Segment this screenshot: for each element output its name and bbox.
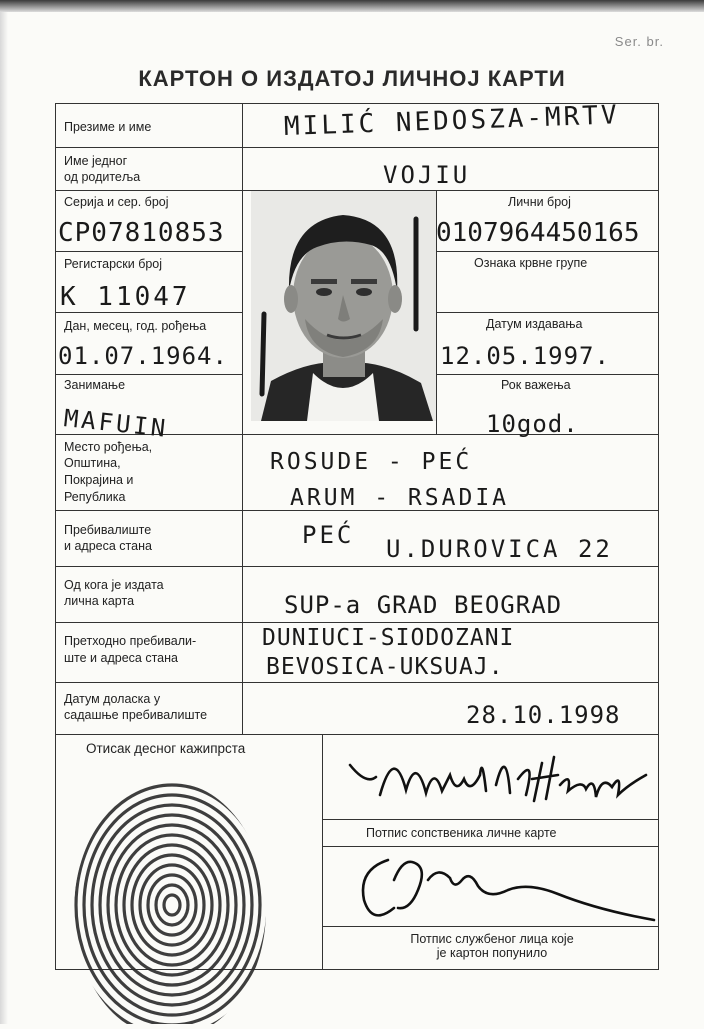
label-surname-name: Презиме и име xyxy=(64,120,152,134)
document-title: КАРТОН О ИЗДАТОЈ ЛИЧНОЈ КАРТИ xyxy=(138,66,566,91)
label-birthplace-4: Република xyxy=(64,490,126,504)
label-fingerprint: Отисак десног кажипрста xyxy=(86,741,246,756)
label-arrival-2: садашње пребивалиште xyxy=(64,708,208,722)
label-official-signature-1: Потпис службеног лица које xyxy=(410,932,574,946)
label-owner-signature: Потпис сопственика личне карте xyxy=(366,826,557,840)
label-arrival-1: Датум доласка у xyxy=(64,692,161,706)
label-prev-residence-1: Претходно пребивали- xyxy=(64,634,197,648)
value-validity: 10god. xyxy=(486,410,579,438)
value-issuer: SUP-a GRAD BEOGRAD xyxy=(284,591,563,619)
label-issuer-2: лична карта xyxy=(64,594,135,608)
label-occupation: Занимање xyxy=(64,378,126,392)
value-reg-number: K 11047 xyxy=(60,282,191,312)
value-issue-date: 12.05.1997. xyxy=(440,342,610,370)
label-id-number: Лични број xyxy=(508,195,571,209)
label-birthplace-3: Покрајина и xyxy=(64,473,134,487)
label-blood-group: Ознака крвне групе xyxy=(474,256,588,270)
owner-signature xyxy=(346,735,658,815)
label-official-signature-2: је картон попунило xyxy=(436,946,548,960)
stamp-mark-right xyxy=(406,214,426,334)
label-issue-date: Датум издавања xyxy=(486,317,583,331)
value-occupation: MAFUIN xyxy=(62,404,170,443)
value-residence-2: U.DUROVICA 22 xyxy=(386,535,613,563)
label-birthplace-1: Место рођења, xyxy=(64,440,153,454)
value-residence-1: PEĆ xyxy=(302,521,355,549)
label-issuer-1: Од кога је издата xyxy=(64,578,164,592)
corner-mark: Ser. br. xyxy=(614,34,664,49)
label-birthplace-2: Општина, xyxy=(64,456,121,470)
label-validity: Рок важења xyxy=(501,378,571,392)
value-prev-residence-1: DUNIUCI-SIODOZANI xyxy=(262,625,515,651)
paper-left-edge xyxy=(0,12,8,1024)
label-residence-2: и адреса стана xyxy=(64,539,152,553)
label-parent-name-2: од родитеља xyxy=(64,170,141,184)
label-reg-number: Регистарски број xyxy=(64,257,163,271)
value-prev-residence-2: BEVOSICA-UKSUAJ. xyxy=(266,654,504,680)
value-birthplace-2: ARUM - RSADIA xyxy=(290,485,510,511)
value-parent-name: VOJIU xyxy=(383,161,471,189)
value-birth-date: 01.07.1964. xyxy=(58,342,228,370)
label-parent-name-1: Име једног xyxy=(64,154,128,168)
value-surname-name: MILIĆ NEDOSZA-MRTV xyxy=(283,100,621,142)
value-arrival-date: 28.10.1998 xyxy=(466,701,621,729)
official-signature xyxy=(358,850,658,930)
value-birthplace-1: ROSUDE - PEĆ xyxy=(270,449,473,475)
value-id-number: 0107964450165 xyxy=(436,218,640,248)
stamp-mark-left xyxy=(254,309,274,399)
paper-top-edge xyxy=(0,0,704,12)
label-prev-residence-2: ште и адреса стана xyxy=(64,651,178,665)
value-series: CP07810853 xyxy=(58,218,225,248)
label-residence-1: Пребивалиште xyxy=(64,523,152,537)
label-birth-date: Дан, месец, год. рођења xyxy=(64,319,207,333)
fingerprint-image xyxy=(60,770,290,1029)
label-series: Серија и сер. број xyxy=(64,195,169,209)
